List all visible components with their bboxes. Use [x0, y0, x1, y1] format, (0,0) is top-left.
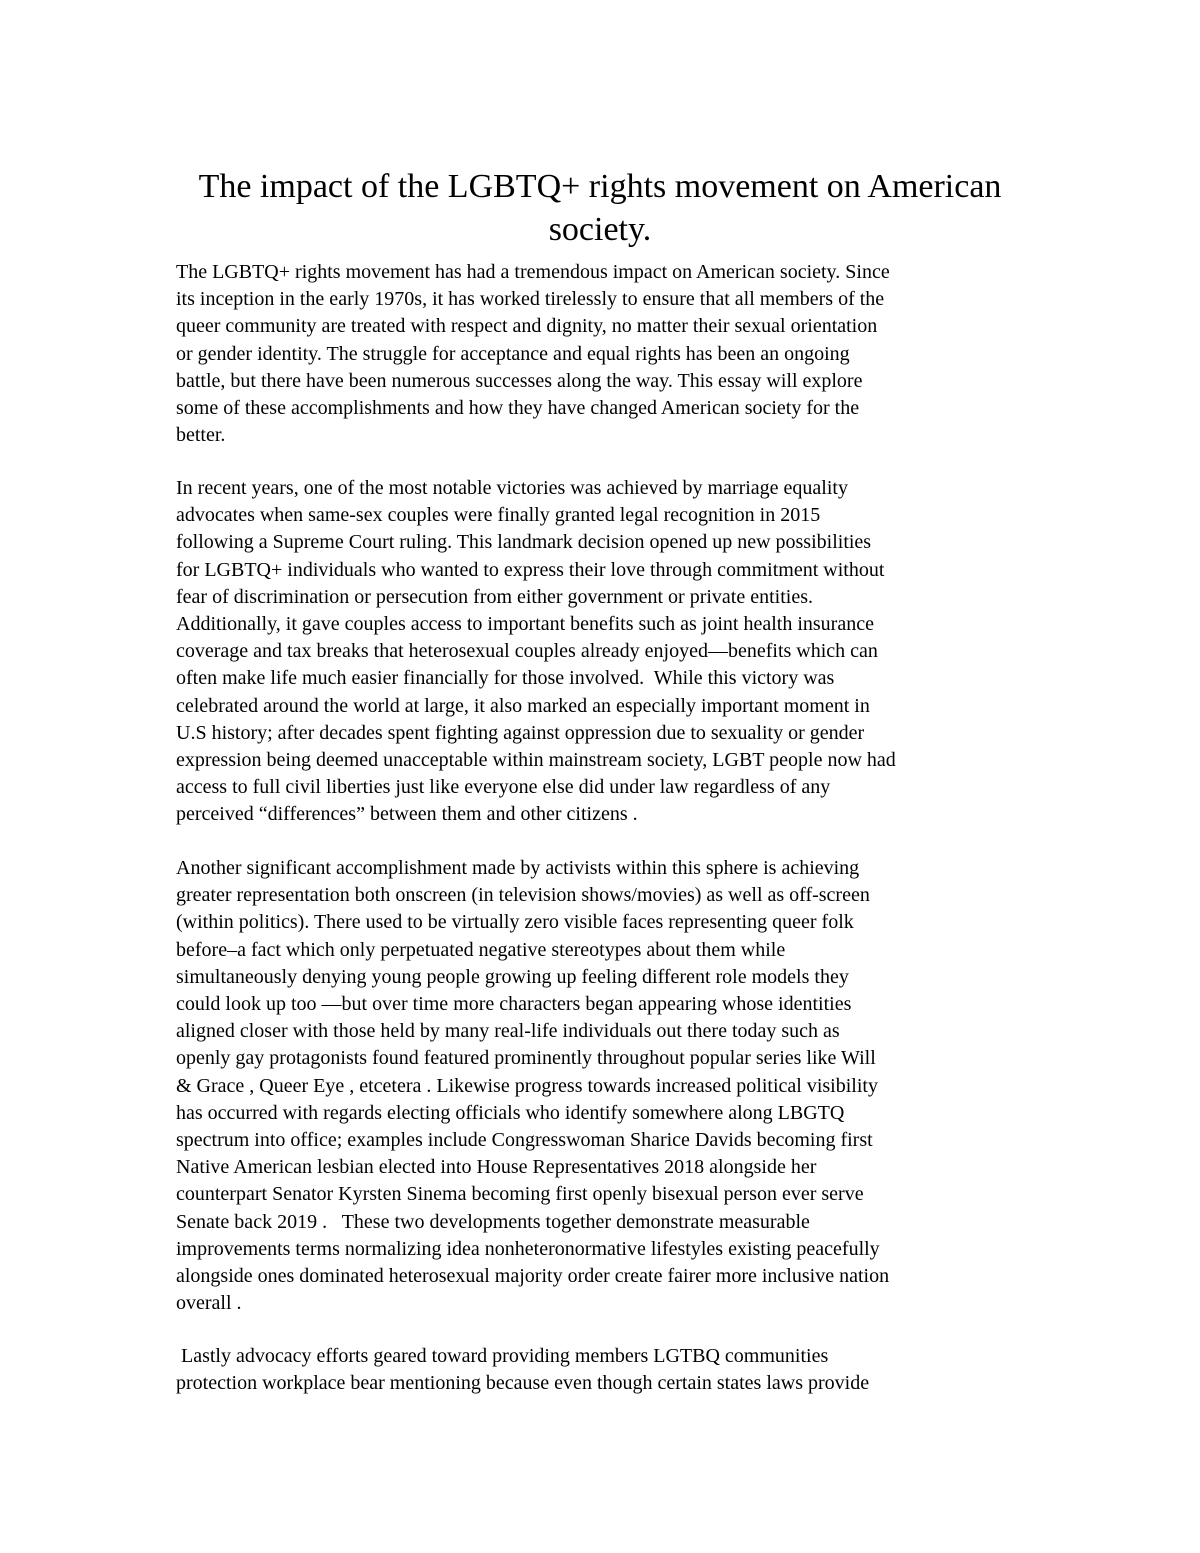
text-line: its inception in the early 1970s, it has worked tirelessly to ensure that all members of the	[176, 288, 885, 311]
text-line: openly gay protagonists found featured prominently throughout popular series like Will	[176, 1047, 876, 1070]
text-line: (within politics). There used to be virtually zero visible faces representing queer folk	[176, 911, 854, 934]
title-line: The impact of the LGBTQ+ rights movement on American	[198, 168, 1002, 205]
text-line: & Grace , Queer Eye , etcetera . Likewise progress towards increased political visibility	[176, 1074, 878, 1097]
text-line: celebrated around the world at large, it also marked an especially important moment in	[176, 694, 870, 717]
text-line: aligned closer with those held by many real-life individuals out there today such as	[176, 1020, 840, 1043]
title-line: society.	[548, 211, 652, 248]
text-line: Lastly advocacy efforts geared toward providing members LGTBQ communities	[176, 1345, 829, 1367]
text-line: spectrum into office; examples include Congresswoman Sharice Davids becoming first	[176, 1129, 873, 1152]
text-line: protection workplace bear mentioning because even though certain states laws provide	[176, 1372, 870, 1395]
text-line: better.	[176, 424, 226, 447]
text-line: alongside ones dominated heterosexual majority order create fairer more inclusive nation	[176, 1265, 890, 1288]
text-line: queer community are treated with respect and dignity, no matter their sexual orientation	[176, 315, 878, 338]
text-line: could look up too —but over time more characters began appearing whose identities	[176, 993, 852, 1016]
text-line: or gender identity. The struggle for acceptance and equal rights has been an ongoing	[176, 342, 850, 365]
text-line: overall .	[176, 1292, 242, 1315]
text-line: Another significant accomplishment made by activists within this sphere is achieving	[176, 857, 860, 879]
paragraph-workplace-protection	[176, 1343, 1036, 1397]
text-line: simultaneously denying young people growing up feeling different role models they	[176, 965, 849, 988]
text-line: improvements terms normalizing idea nonheteronormative lifestyles existing peacefully	[176, 1237, 880, 1260]
text-line: counterpart Senator Kyrsten Sinema becoming first openly bisexual person ever serve	[176, 1183, 864, 1206]
text-line: coverage and tax breaks that heterosexual couples already enjoyed—benefits which can	[176, 640, 878, 663]
text-line: battle, but there have been numerous successes along the way. This essay will explore	[176, 369, 863, 392]
text-line: advocates when same-sex couples were finally granted legal recognition in 2015	[176, 504, 821, 527]
text-line: Additionally, it gave couples access to important benefits such as joint health insurance	[176, 613, 874, 636]
text-line: U.S history; after decades spent fighting against oppression due to sexuality or gender	[176, 721, 865, 744]
text-line: for LGBTQ+ individuals who wanted to express their love through commitment without	[176, 558, 885, 581]
text-line: The LGBTQ+ rights movement has had a tremendous impact on American society. Since	[176, 261, 890, 283]
text-line: Native American lesbian elected into House Representatives 2018 alongside her	[176, 1156, 817, 1179]
text-line: access to full civil liberties just like everyone else did under law regardless of any	[176, 776, 831, 799]
text-line: Senate back 2019 . These two developments together demonstrate measurable	[176, 1210, 810, 1233]
text-line: often make life much easier financially for those involved. While this victory was	[176, 667, 835, 690]
text-line: following a Supreme Court ruling. This landmark decision opened up new possibilities	[176, 531, 872, 554]
document-title	[150, 165, 1050, 251]
paragraph-marriage-equality	[176, 475, 1036, 829]
text-line: before–a fact which only perpetuated negative stereotypes about them while	[176, 938, 786, 961]
text-line: greater representation both onscreen (in television shows/movies) as well as off-screen	[176, 884, 870, 907]
text-line: fear of discrimination or persecution from either government or private entities.	[176, 585, 814, 608]
paragraph-introduction	[176, 259, 1036, 449]
text-line: expression being deemed unacceptable within mainstream society, LGBT people now had	[176, 749, 896, 772]
text-line: In recent years, one of the most notable victories was achieved by marriage equality	[176, 477, 848, 499]
text-line: has occurred with regards electing officials who identify somewhere along LBGTQ	[176, 1101, 845, 1124]
text-line: some of these accomplishments and how they have changed American society for the	[176, 397, 860, 420]
text-line: perceived “differences” between them and other citizens .	[176, 803, 638, 826]
paragraph-representation	[176, 855, 1036, 1317]
